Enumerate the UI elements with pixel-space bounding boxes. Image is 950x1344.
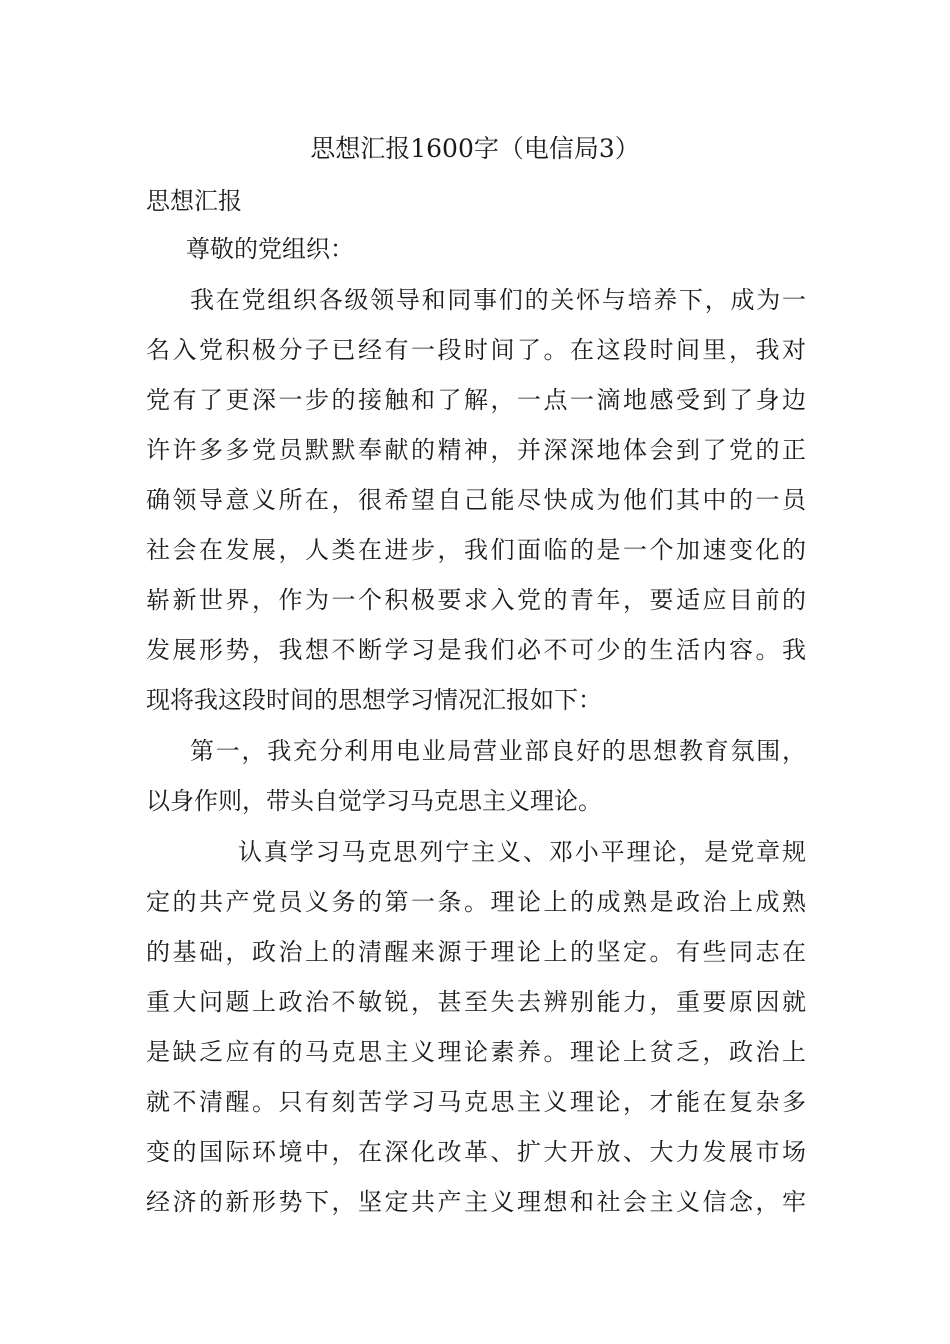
document-title: 思想汇报1600字（电信局3） [310, 134, 640, 163]
body-line: 经济的新形势下，坚定共产主义理想和社会主义信念，牢 [146, 1188, 806, 1216]
salutation: 尊敬的党组织： [186, 235, 354, 263]
body-line: 认真学习马克思列宁主义、邓小平理论，是党章规 [238, 838, 806, 866]
body-line: 就不清醒。只有刻苦学习马克思主义理论，才能在复杂多 [146, 1088, 806, 1116]
body-line: 变的国际环境中，在深化改革、扩大开放、大力发展市场 [146, 1138, 806, 1166]
body-line: 的基础，政治上的清醒来源于理论上的坚定。有些同志在 [146, 938, 806, 966]
body-line: 定的共产党员义务的第一条。理论上的成熟是政治上成熟 [146, 888, 806, 916]
body-line: 确领导意义所在，很希望自己能尽快成为他们其中的一员 [146, 486, 806, 514]
body-line: 第一，我充分利用电业局营业部良好的思想教育氛围， [190, 737, 806, 765]
body-line: 发展形势，我想不断学习是我们必不可少的生活内容。我 [146, 636, 806, 664]
body-line: 重大问题上政治不敏锐，甚至失去辨别能力，重要原因就 [146, 988, 806, 1016]
body-line: 现将我这段时间的思想学习情况汇报如下： [146, 686, 602, 714]
body-line: 以身作则，带头自觉学习马克思主义理论。 [146, 787, 602, 815]
document-heading: 思想汇报 [146, 187, 242, 215]
body-line: 许许多多党员默默奉献的精神，并深深地体会到了党的正 [146, 436, 806, 464]
body-line: 社会在发展，人类在进步，我们面临的是一个加速变化的 [146, 536, 806, 564]
body-line: 崭新世界，作为一个积极要求入党的青年，要适应目前的 [146, 586, 806, 614]
body-line: 名入党积极分子已经有一段时间了。在这段时间里，我对 [146, 336, 806, 364]
body-line: 是缺乏应有的马克思主义理论素养。理论上贫乏，政治上 [146, 1038, 806, 1066]
body-line: 党有了更深一步的接触和了解，一点一滴地感受到了身边 [146, 386, 806, 414]
body-line: 我在党组织各级领导和同事们的关怀与培养下，成为一 [190, 286, 806, 314]
